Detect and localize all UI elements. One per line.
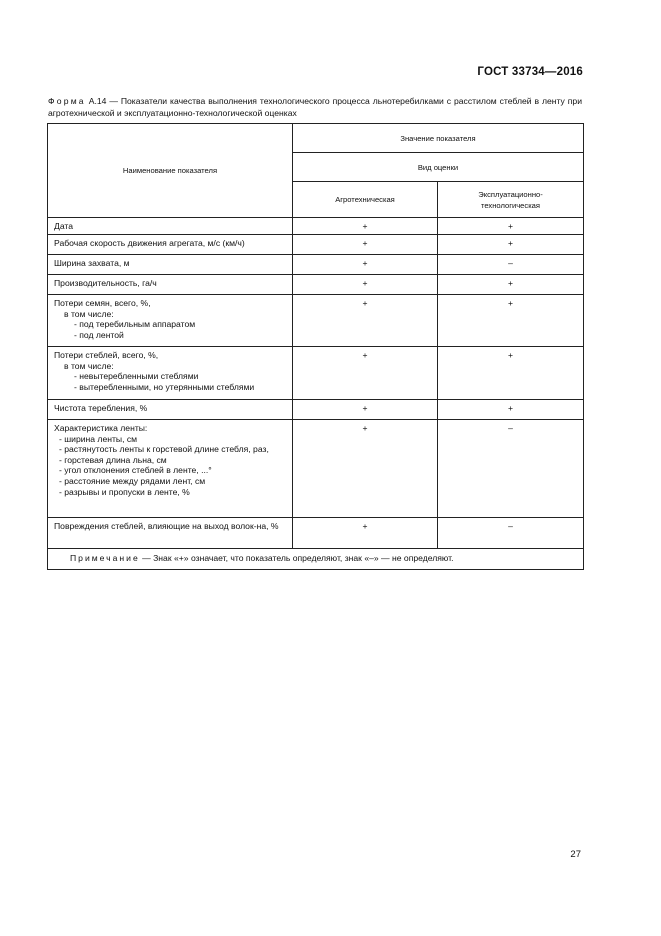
indicator-line: - ширина ленты, см: [59, 433, 138, 444]
table-row: [48, 518, 584, 549]
indicator-line: - расстояние между рядами лент, см: [59, 475, 206, 486]
indicator-line: - угол отклонения стеблей в ленте, ...°: [59, 465, 212, 476]
note-text: — Знак «+» означает, что показатель определяют, знак «–» — не определяют.: [139, 553, 454, 563]
note-row: [48, 549, 584, 570]
col-header-eval-type: Вид оценки: [293, 153, 584, 182]
indicator-name: [48, 218, 293, 235]
indicator-line: Потери семян, всего, %,: [54, 298, 151, 308]
caption-text: А.14 — Показатели качества выполнения технологического процесса льнотеребилками с расстилом стеблей в ленту при агротехнической и эксплуатационно-технологической оценках: [48, 96, 582, 118]
note-word: Примечание: [70, 553, 140, 563]
indicator-name: [48, 275, 293, 295]
indicator-name: [48, 235, 293, 255]
quality-indicators-table: [47, 123, 584, 570]
col-header-name: Наименование показателя: [48, 124, 293, 218]
indicator-line: Дата: [54, 221, 74, 231]
indicator-line: - растянутость ленты к горстевой длине стебля, раз,: [59, 444, 269, 455]
indicator-line: Потери стеблей, всего, %,: [54, 350, 159, 360]
expl-mark: +: [438, 400, 584, 420]
form-word: Форма: [48, 96, 86, 106]
indicator-line: - под теребильным аппаратом: [74, 319, 196, 330]
indicator-name: [48, 347, 293, 400]
col-header-expl: Эксплуатационно-технологическая: [438, 182, 584, 218]
indicator-name: [48, 400, 293, 420]
table-row: [48, 275, 584, 295]
agro-mark: +: [293, 218, 438, 235]
indicator-line: Рабочая скорость движения агрегата, м/с (км/ч): [54, 238, 245, 248]
indicator-line: Производительность, га/ч: [54, 278, 157, 288]
agro-mark: +: [293, 400, 438, 420]
agro-mark: +: [293, 275, 438, 295]
standard-number: ГОСТ 33734—2016: [477, 66, 583, 78]
indicator-line: Ширина захвата, м: [54, 258, 130, 268]
indicator-line: Повреждения стеблей, влияющие на выход волок-на, %: [54, 521, 279, 531]
expl-mark: +: [438, 295, 584, 347]
expl-mark: +: [438, 235, 584, 255]
indicator-line: в том числе:: [64, 308, 114, 319]
indicator-line: - разрывы и пропуски в ленте, %: [59, 486, 190, 497]
table-row: [48, 255, 584, 275]
indicator-name: [48, 295, 293, 347]
table-caption: [48, 95, 582, 119]
page-number: 27: [570, 849, 581, 860]
expl-mark: +: [438, 218, 584, 235]
expl-mark: –: [438, 420, 584, 518]
indicator-line: - горстевая длина льна, см: [59, 454, 167, 465]
indicator-line: - под лентой: [74, 329, 124, 340]
agro-mark: +: [293, 295, 438, 347]
table-row: [48, 295, 584, 347]
expl-mark: +: [438, 347, 584, 400]
indicator-line: Чистота теребления, %: [54, 403, 148, 413]
indicator-name: [48, 420, 293, 518]
indicator-name: [48, 255, 293, 275]
table-note: [48, 549, 584, 570]
expl-mark: –: [438, 518, 584, 549]
table-row: [48, 347, 584, 400]
indicator-line: Характеристика ленты:: [54, 423, 148, 433]
agro-mark: +: [293, 420, 438, 518]
table-row: [48, 400, 584, 420]
indicator-line: в том числе:: [64, 360, 114, 371]
table-row: [48, 218, 584, 235]
col-header-agro: Агротехническая: [293, 182, 438, 218]
expl-mark: –: [438, 255, 584, 275]
indicator-name: [48, 518, 293, 549]
agro-mark: +: [293, 235, 438, 255]
col-header-value: Значение показателя: [293, 124, 584, 153]
agro-mark: +: [293, 347, 438, 400]
expl-mark: +: [438, 275, 584, 295]
indicator-line: - невытеребленными стеблями: [74, 371, 199, 382]
table-row: [48, 420, 584, 518]
indicator-line: - вытеребленными, но утерянными стеблями: [74, 381, 255, 392]
agro-mark: +: [293, 255, 438, 275]
agro-mark: +: [293, 518, 438, 549]
table-row: [48, 235, 584, 255]
